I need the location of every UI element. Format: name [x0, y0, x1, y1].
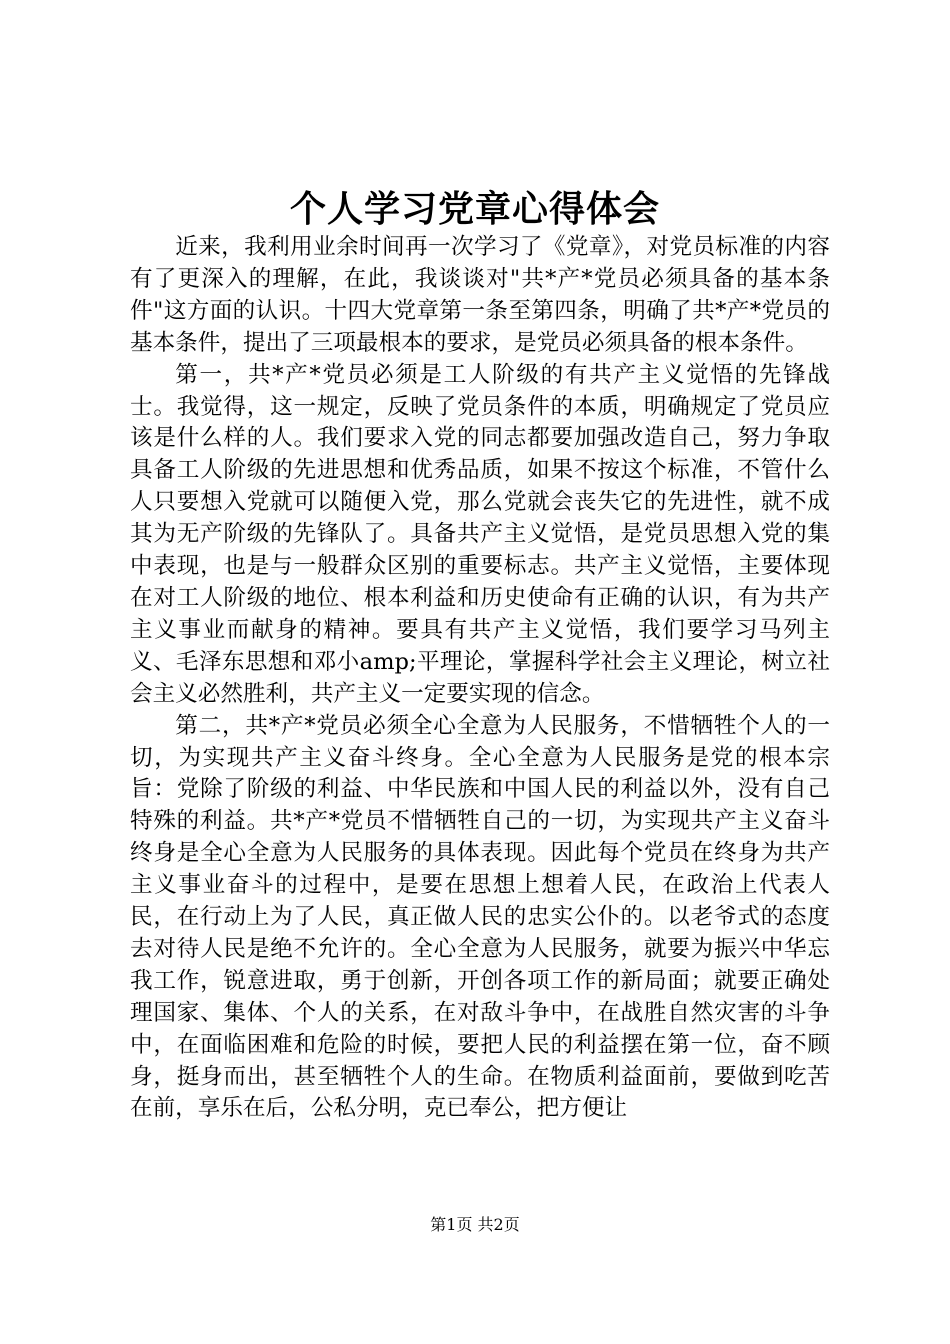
document-body: [130, 232, 830, 1125]
document-title: 个人学习党章心得体会: [289, 188, 660, 230]
page-number-footer: 第1页 共2页: [430, 1215, 520, 1234]
paragraph-first-point: 第一，共*产*党员必须是工人阶级的有共产主义觉悟的先锋战士。我觉得，这一规定，反映了党员条件的本质，明确规定了党员应该是什么样的人。我们要求入党的同志都要加强改造自己，努力争取具备工人阶级的先进思想和优秀品质，如果不按这个标准，不管什么人只要想入党就可以随便入党，那么党就会丧失它的先进性，就不成其为无产阶级的先锋队了。具备共产主义觉悟，是党员思想入党的集中表现，也是与一般群众区别的重要标志。共产主义觉悟，主要体现在对工人阶级的地位、根本利益和历史使命有正确的认识，有为共产主义事业而献身的精神。要具有共产主义觉悟，我们要学习马列主义、毛泽东思想和邓小amp;平理论，掌握科学社会主义理论，树立社会主义必然胜利，共产主义一定要实现的信念。: [130, 361, 830, 707]
paragraph-intro: 近来，我利用业余时间再一次学习了《党章》，对党员标准的内容有了更深入的理解，在此，我谈谈对"共*产*党员必须具备的基本条件"这方面的认识。十四大党章第一条至第四条，明确了共*产*党员的基本条件，提出了三项最根本的要求，是党员必须具备的根本条件。: [130, 234, 830, 356]
paragraph-second-point: 第二，共*产*党员必须全心全意为人民服务，不惜牺牲个人的一切，为实现共产主义奋斗终身。全心全意为人民服务是党的根本宗旨：党除了阶级的利益、中华民族和中国人民的利益以外，没有自己特殊的利益。共*产*党员不惜牺牲自己的一切，为实现共产主义奋斗终身是全心全意为人民服务的具体表现。因此每个党员在终身为共产主义事业奋斗的过程中，是要在思想上想着人民，在政治上代表人民，在行动上为了人民，真正做人民的忠实公仆的。以老爷式的态度去对待人民是绝不允许的。全心全意为人民服务，就要为振兴中华忘我工作，锐意进取，勇于创新，开创各项工作的新局面；就要正确处理国家、集体、个人的关系，在对敌斗争中，在战胜自然灾害的斗争中，在面临困难和危险的时候，要把人民的利益摆在第一位，奋不顾身，挺身而出，甚至牺牲个人的生命。在物质利益面前，要做到吃苦在前，享乐在后，公私分明，克已奉公，把方便让: [130, 712, 830, 1122]
